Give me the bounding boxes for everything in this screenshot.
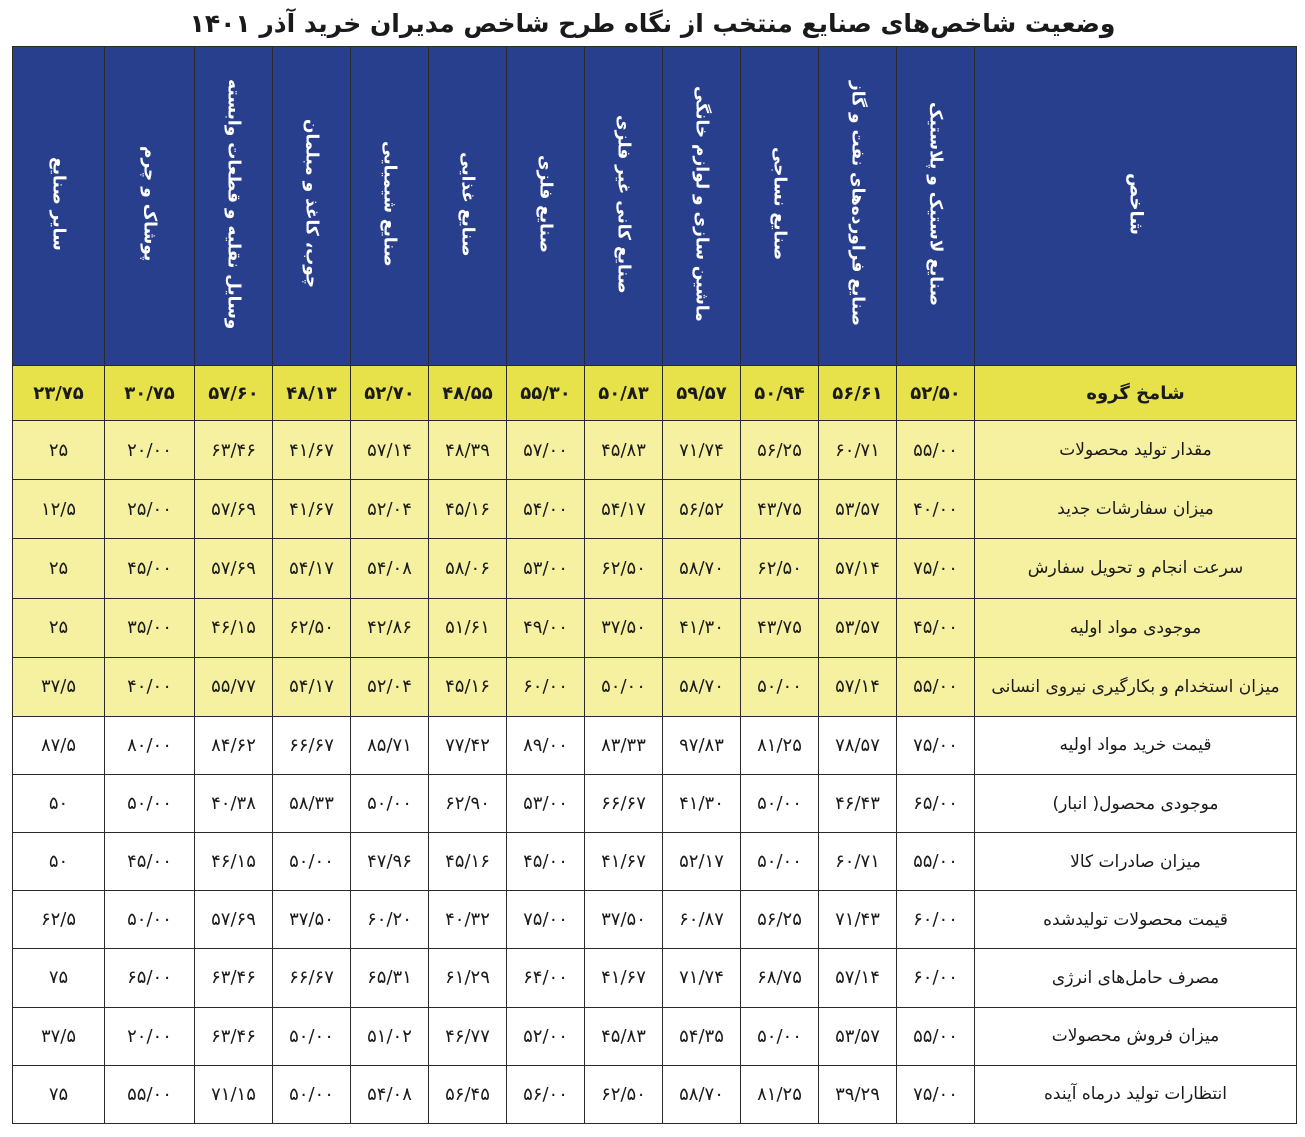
table-cell: ۷۷/۴۲	[429, 716, 507, 774]
table-cell: ۵۷/۱۴	[819, 657, 897, 716]
table-cell: ۵۵/۷۷	[195, 657, 273, 716]
row-label: میزان سفارشات جدید	[975, 480, 1297, 539]
table-cell: ۴۱/۳۰	[663, 598, 741, 657]
table-cell: ۴۰/۳۸	[195, 775, 273, 833]
table-cell: ۶۰/۲۰	[351, 891, 429, 949]
table-cell: ۳۷/۵	[13, 1007, 105, 1065]
header-column-label: ماشین سازی و لوازم خانگی	[691, 86, 712, 322]
row-label: میزان استخدام و بکارگیری نیروی انسانی	[975, 657, 1297, 716]
table-cell: ۶۳/۴۶	[195, 421, 273, 480]
table-cell: ۵۳/۵۷	[819, 1007, 897, 1065]
table-cell: ۴۵/۰۰	[105, 539, 195, 598]
table-row	[13, 539, 1297, 598]
table-cell: ۵۹/۵۷	[663, 366, 741, 421]
table-row	[13, 716, 1297, 774]
table-cell: ۵۷/۶۹	[195, 891, 273, 949]
table-cell: ۵۴/۰۸	[351, 1065, 429, 1123]
table-cell: ۵۵/۰۰	[897, 833, 975, 891]
table-cell: ۶۶/۶۷	[273, 949, 351, 1007]
table-cell: ۵۱/۰۲	[351, 1007, 429, 1065]
table-cell: ۲۳/۷۵	[13, 366, 105, 421]
table-row	[13, 891, 1297, 949]
table-cell: ۵۷/۰۰	[507, 421, 585, 480]
table-cell: ۶۰/۰۰	[897, 891, 975, 949]
table-cell: ۵۴/۰۰	[507, 480, 585, 539]
table-cell: ۳۷/۵۰	[273, 891, 351, 949]
header-row	[13, 47, 1297, 366]
table-cell: ۵۲/۰۴	[351, 480, 429, 539]
table-cell: ۶۳/۴۶	[195, 949, 273, 1007]
table-cell: ۶۲/۹۰	[429, 775, 507, 833]
table-cell: ۵۲/۵۰	[897, 366, 975, 421]
table-cell: ۵۴/۳۵	[663, 1007, 741, 1065]
table-cell: ۵۸/۷۰	[663, 657, 741, 716]
table-cell: ۵۵/۳۰	[507, 366, 585, 421]
table-cell: ۵۲/۰۴	[351, 657, 429, 716]
row-label: میزان فروش محصولات	[975, 1007, 1297, 1065]
table-cell: ۵۴/۱۷	[273, 657, 351, 716]
table-cell: ۵۷/۱۴	[819, 539, 897, 598]
table-row	[13, 1065, 1297, 1123]
table-body	[13, 366, 1297, 1124]
table-cell: ۵۳/۰۰	[507, 539, 585, 598]
table-cell: ۶۴/۰۰	[507, 949, 585, 1007]
table-cell: ۲۵	[13, 598, 105, 657]
row-label: شامخ گروه	[975, 366, 1297, 421]
header-indicator	[975, 47, 1297, 366]
table-cell: ۶۶/۶۷	[273, 716, 351, 774]
table-cell: ۵۰/۰۰	[741, 775, 819, 833]
header-column	[819, 47, 897, 366]
table-cell: ۲۵	[13, 539, 105, 598]
table-cell: ۴۵/۸۳	[585, 1007, 663, 1065]
table-cell: ۴۶/۷۷	[429, 1007, 507, 1065]
header-column	[13, 47, 105, 366]
table-cell: ۴۵/۰۰	[897, 598, 975, 657]
table-cell: ۵۵/۰۰	[897, 421, 975, 480]
table-cell: ۷۵/۰۰	[897, 1065, 975, 1123]
header-column-label: صنایع شیمیایی	[379, 141, 400, 267]
table-cell: ۵۰/۰۰	[273, 1007, 351, 1065]
table-cell: ۸۳/۳۳	[585, 716, 663, 774]
table-cell: ۵۰/۰۰	[105, 891, 195, 949]
table-cell: ۵۵/۰۰	[897, 657, 975, 716]
table-row	[13, 949, 1297, 1007]
header-column-label: صنایع لاستیک و پلاستیک	[925, 101, 946, 307]
table-cell: ۸۱/۲۵	[741, 716, 819, 774]
table-cell: ۶۵/۰۰	[897, 775, 975, 833]
table-cell: ۶۳/۴۶	[195, 1007, 273, 1065]
header-column	[429, 47, 507, 366]
table-cell: ۶۶/۶۷	[585, 775, 663, 833]
table-cell: ۳۷/۵۰	[585, 891, 663, 949]
table-cell: ۵۰/۰۰	[585, 657, 663, 716]
group-index-row	[13, 366, 1297, 421]
table-cell: ۶۵/۰۰	[105, 949, 195, 1007]
table-cell: ۵۱/۶۱	[429, 598, 507, 657]
table-cell: ۶۰/۷۱	[819, 833, 897, 891]
table-cell: ۵۶/۰۰	[507, 1065, 585, 1123]
table-cell: ۵۰/۰۰	[273, 833, 351, 891]
table-cell: ۴۲/۸۶	[351, 598, 429, 657]
table-cell: ۲۵	[13, 421, 105, 480]
row-label: مقدار تولید محصولات	[975, 421, 1297, 480]
table-cell: ۷۱/۱۵	[195, 1065, 273, 1123]
table-cell: ۵۰/۰۰	[741, 1007, 819, 1065]
table-cell: ۵۰/۰۰	[741, 657, 819, 716]
table-cell: ۷۵	[13, 949, 105, 1007]
row-label: قیمت محصولات تولیدشده	[975, 891, 1297, 949]
table-cell: ۴۶/۱۵	[195, 833, 273, 891]
table-cell: ۶۲/۵۰	[273, 598, 351, 657]
table-cell: ۳۰/۷۵	[105, 366, 195, 421]
table-cell: ۵۳/۰۰	[507, 775, 585, 833]
table-cell: ۴۰/۰۰	[105, 657, 195, 716]
table-cell: ۳۷/۵۰	[585, 598, 663, 657]
table-cell: ۵۶/۵۲	[663, 480, 741, 539]
table-cell: ۲۰/۰۰	[105, 1007, 195, 1065]
header-column	[273, 47, 351, 366]
table-cell: ۵۰/۰۰	[105, 775, 195, 833]
header-indicator-label: شاخص	[1125, 173, 1147, 235]
table-cell: ۵۷/۱۴	[351, 421, 429, 480]
table-cell: ۴۱/۶۷	[585, 833, 663, 891]
row-label: سرعت انجام و تحویل سفارش	[975, 539, 1297, 598]
table-cell: ۶۲/۵	[13, 891, 105, 949]
table-cell: ۵۴/۱۷	[585, 480, 663, 539]
table-cell: ۶۰/۷۱	[819, 421, 897, 480]
table-row	[13, 421, 1297, 480]
table-cell: ۶۱/۲۹	[429, 949, 507, 1007]
table-cell: ۴۳/۷۵	[741, 598, 819, 657]
table-cell: ۴۱/۶۷	[273, 421, 351, 480]
header-column	[351, 47, 429, 366]
header-column	[507, 47, 585, 366]
header-column-label: صنایع فراورده‌های نفت و گاز	[847, 81, 868, 327]
table-cell: ۵۲/۱۷	[663, 833, 741, 891]
header-column	[105, 47, 195, 366]
table-row	[13, 657, 1297, 716]
table-cell: ۵۵/۰۰	[105, 1065, 195, 1123]
table-cell: ۶۰/۰۰	[507, 657, 585, 716]
table-row	[13, 598, 1297, 657]
header-column	[585, 47, 663, 366]
table-cell: ۸۷/۵	[13, 716, 105, 774]
table-cell: ۷۱/۷۴	[663, 949, 741, 1007]
table-cell: ۶۲/۵۰	[585, 1065, 663, 1123]
table-cell: ۵۶/۴۵	[429, 1065, 507, 1123]
table-row	[13, 833, 1297, 891]
table-cell: ۵۴/۰۸	[351, 539, 429, 598]
table-cell: ۴۰/۰۰	[897, 480, 975, 539]
table-cell: ۴۸/۱۳	[273, 366, 351, 421]
table-cell: ۶۰/۰۰	[897, 949, 975, 1007]
row-label: انتظارات تولید درماه آینده	[975, 1065, 1297, 1123]
table-cell: ۸۱/۲۵	[741, 1065, 819, 1123]
table-cell: ۵۸/۷۰	[663, 1065, 741, 1123]
table-cell: ۵۳/۵۷	[819, 598, 897, 657]
table-cell: ۳۷/۵	[13, 657, 105, 716]
header-column	[195, 47, 273, 366]
table-cell: ۷۱/۷۴	[663, 421, 741, 480]
table-cell: ۵۶/۲۵	[741, 891, 819, 949]
table-row	[13, 1007, 1297, 1065]
row-label: قیمت خرید مواد اولیه	[975, 716, 1297, 774]
table-cell: ۱۲/۵	[13, 480, 105, 539]
table-cell: ۶۵/۳۱	[351, 949, 429, 1007]
table-cell: ۵۰/۰۰	[351, 775, 429, 833]
table-cell: ۷۱/۴۳	[819, 891, 897, 949]
table-row	[13, 775, 1297, 833]
header-column	[663, 47, 741, 366]
table-cell: ۵۰/۰۰	[273, 1065, 351, 1123]
header-column-label: پوشاک و چرم	[139, 146, 160, 262]
table-cell: ۴۵/۸۳	[585, 421, 663, 480]
row-label: موجودی مواد اولیه	[975, 598, 1297, 657]
table-cell: ۴۹/۰۰	[507, 598, 585, 657]
table-cell: ۶۸/۷۵	[741, 949, 819, 1007]
header-column-label: صنایع کانی غیر فلزی	[613, 114, 634, 294]
header-column-label: سایر صنایع	[48, 157, 69, 251]
table-cell: ۵۸/۷۰	[663, 539, 741, 598]
table-cell: ۷۵/۰۰	[507, 891, 585, 949]
table-cell: ۴۳/۷۵	[741, 480, 819, 539]
table-cell: ۴۱/۶۷	[585, 949, 663, 1007]
header-column-label: چوب، کاغذ و مبلمان	[301, 119, 322, 289]
table-cell: ۵۷/۶۹	[195, 480, 273, 539]
table-cell: ۵۷/۱۴	[819, 949, 897, 1007]
table-cell: ۵۰	[13, 833, 105, 891]
table-cell: ۵۴/۱۷	[273, 539, 351, 598]
header-column	[741, 47, 819, 366]
indicators-table	[12, 46, 1297, 1124]
table-cell: ۴۵/۱۶	[429, 480, 507, 539]
table-cell: ۵۸/۰۶	[429, 539, 507, 598]
table-cell: ۵۰/۸۳	[585, 366, 663, 421]
table-cell: ۵۷/۶۹	[195, 539, 273, 598]
table-cell: ۷۵	[13, 1065, 105, 1123]
header-column-label: صنایع نساجی	[769, 147, 790, 261]
table-cell: ۶۰/۸۷	[663, 891, 741, 949]
table-cell: ۴۶/۴۳	[819, 775, 897, 833]
table-cell: ۴۸/۵۵	[429, 366, 507, 421]
row-label: موجودی محصول( انبار)	[975, 775, 1297, 833]
table-cell: ۵۲/۷۰	[351, 366, 429, 421]
table-cell: ۵۶/۲۵	[741, 421, 819, 480]
table-cell: ۵۰	[13, 775, 105, 833]
row-label: مصرف حامل‌های انرژی	[975, 949, 1297, 1007]
header-column-label: صنایع فلزی	[535, 155, 556, 253]
table-cell: ۴۰/۳۲	[429, 891, 507, 949]
row-label: میزان صادرات کالا	[975, 833, 1297, 891]
table-cell: ۴۵/۰۰	[105, 833, 195, 891]
page-title: وضعیت شاخص‌های صنایع منتخب از نگاه طرح شاخص مدیران خرید آذر ۱۴۰۱	[189, 9, 1116, 38]
table-cell: ۵۶/۶۱	[819, 366, 897, 421]
table-cell: ۴۵/۰۰	[507, 833, 585, 891]
table-cell: ۷۵/۰۰	[897, 539, 975, 598]
table-cell: ۴۱/۶۷	[273, 480, 351, 539]
table-cell: ۲۵/۰۰	[105, 480, 195, 539]
table-cell: ۴۱/۳۰	[663, 775, 741, 833]
table-cell: ۲۰/۰۰	[105, 421, 195, 480]
table-cell: ۴۶/۱۵	[195, 598, 273, 657]
table-cell: ۵۲/۰۰	[507, 1007, 585, 1065]
header-column-label: وسایل نقلیه و قطعات وابسته	[223, 78, 244, 330]
table-cell: ۸۰/۰۰	[105, 716, 195, 774]
header-column-label: صنایع غذایی	[457, 151, 478, 257]
table-cell: ۷۸/۵۷	[819, 716, 897, 774]
table-cell: ۷۵/۰۰	[897, 716, 975, 774]
table-cell: ۴۵/۱۶	[429, 657, 507, 716]
table-cell: ۸۹/۰۰	[507, 716, 585, 774]
table-cell: ۴۷/۹۶	[351, 833, 429, 891]
table-cell: ۶۲/۵۰	[585, 539, 663, 598]
table-row	[13, 480, 1297, 539]
table-cell: ۵۵/۰۰	[897, 1007, 975, 1065]
header-column	[897, 47, 975, 366]
table-cell: ۳۵/۰۰	[105, 598, 195, 657]
table-cell: ۵۷/۶۰	[195, 366, 273, 421]
table-cell: ۵۳/۵۷	[819, 480, 897, 539]
table-cell: ۵۸/۳۳	[273, 775, 351, 833]
table-cell: ۴۵/۱۶	[429, 833, 507, 891]
table-cell: ۸۵/۷۱	[351, 716, 429, 774]
table-cell: ۹۷/۸۳	[663, 716, 741, 774]
table-cell: ۵۰/۹۴	[741, 366, 819, 421]
table-cell: ۶۲/۵۰	[741, 539, 819, 598]
table-cell: ۴۸/۳۹	[429, 421, 507, 480]
table-cell: ۸۴/۶۲	[195, 716, 273, 774]
table-cell: ۳۹/۲۹	[819, 1065, 897, 1123]
table-cell: ۵۰/۰۰	[741, 833, 819, 891]
